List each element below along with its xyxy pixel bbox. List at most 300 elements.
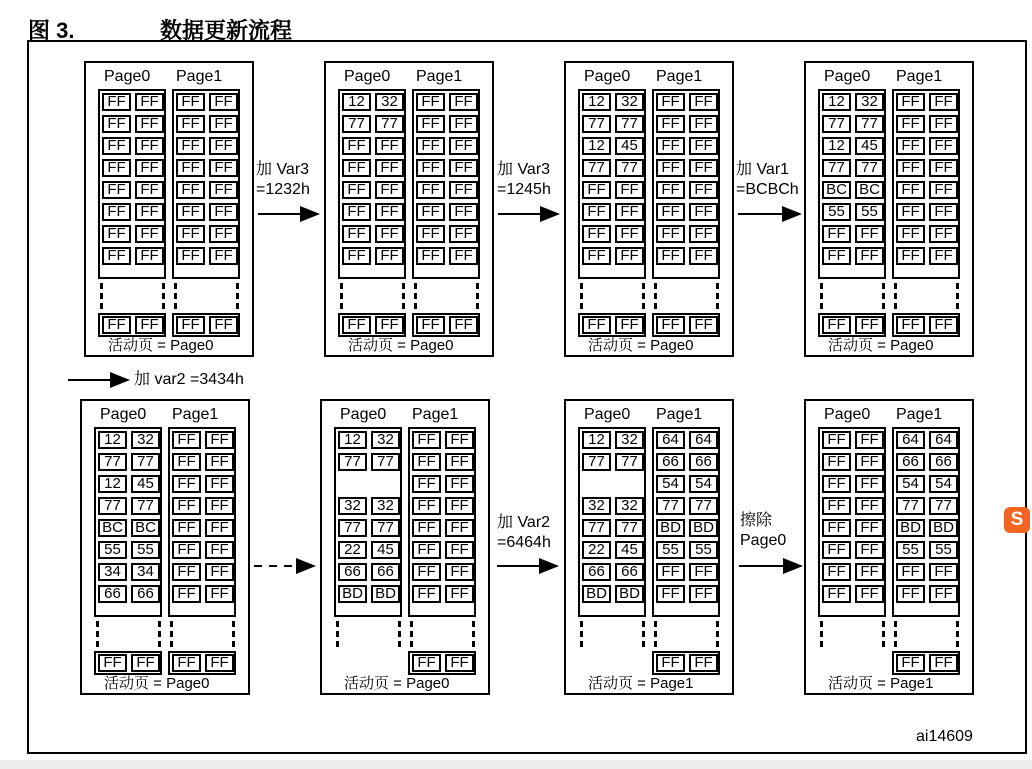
page0-row-1-b: 32 <box>855 93 884 111</box>
figure-label: 图 3. <box>28 18 75 43</box>
page0-row-8-a: FF <box>102 247 131 265</box>
figure-id: ai14609 <box>916 728 973 745</box>
page1-row-1-b: 64 <box>689 431 718 449</box>
page1-row-1-b: FF <box>929 93 958 111</box>
page0-header: Page0 <box>584 68 631 85</box>
page1-row-7-a: FF <box>412 563 441 581</box>
page1-row-8-b: FF <box>449 247 478 265</box>
page0-row-3-a: 12 <box>582 137 611 155</box>
page0-row-8-b: FF <box>855 247 884 265</box>
page1-row-4-b: FF <box>205 497 234 515</box>
page1-row-3-b: FF <box>445 475 474 493</box>
page0-row-3-b: 45 <box>131 475 160 493</box>
page1-row-3-b: FF <box>689 137 718 155</box>
page0-row-3-a: 12 <box>822 137 851 155</box>
op5-label <box>497 513 551 553</box>
page0-row-2-a: 77 <box>98 453 127 471</box>
page0-row-3-b: 45 <box>615 541 644 559</box>
page0-row-5-a: FF <box>822 519 851 537</box>
page1-row-5-a: BD <box>656 519 685 537</box>
page0-row-7-a: FF <box>582 225 611 243</box>
page1-row-8-b: FF <box>689 247 718 265</box>
page1-header: Page1 <box>896 406 943 423</box>
op4-line1: 加 var2 =3434h <box>134 371 244 388</box>
active-page-label: 活动页 = Page0 <box>108 337 214 354</box>
page0-row-2-b: 77 <box>855 115 884 133</box>
page1-header: Page1 <box>176 68 223 85</box>
page1-row-5-a: FF <box>412 519 441 537</box>
active-page-label: 活动页 = Page0 <box>348 337 454 354</box>
page0-row-2-a: 77 <box>582 115 611 133</box>
page1-last-a: FF <box>896 316 925 334</box>
page0-top-row-2-b: 77 <box>371 453 400 471</box>
page1-row-4-b: FF <box>929 159 958 177</box>
op6-line1: 擦除 <box>740 512 773 529</box>
page0-row-8-b: 66 <box>131 585 160 603</box>
page1-row-1-b: FF <box>205 431 234 449</box>
page1-row-4-a: FF <box>412 497 441 515</box>
page1-row-1-b: 64 <box>929 431 958 449</box>
page0-row-6-a: 55 <box>98 541 127 559</box>
page1-row-1-a: FF <box>656 93 685 111</box>
page1-last-a: FF <box>656 316 685 334</box>
page0-row-4-a: FF <box>822 497 851 515</box>
page0-row-7-b: FF <box>375 225 404 243</box>
page1-row-2-a: FF <box>656 115 685 133</box>
page1-last-a: FF <box>896 654 925 672</box>
page1-row-6-a: 55 <box>896 541 925 559</box>
page0-row-8-b: FF <box>135 247 164 265</box>
op1-line2: =1232h <box>256 181 310 198</box>
page0-row-2-a: FF <box>822 453 851 471</box>
page0-row-3-a: 22 <box>582 541 611 559</box>
page1-row-4-a: FF <box>416 159 445 177</box>
page1-row-8-b: FF <box>689 585 718 603</box>
active-page-label: 活动页 = Page0 <box>344 675 450 692</box>
page0-row-7-a: FF <box>102 225 131 243</box>
page1-row-2-a: FF <box>412 453 441 471</box>
page0-row-5-b: BD <box>615 585 644 603</box>
page1-row-7-a: FF <box>896 225 925 243</box>
page0-row-6-a: FF <box>822 541 851 559</box>
page0-row-4-a: FF <box>342 159 371 177</box>
page1-row-4-b: FF <box>689 159 718 177</box>
page1-row-1-a: 64 <box>896 431 925 449</box>
op3-line2: =BCBCh <box>736 181 799 198</box>
page0-row-5-b: BC <box>131 519 160 537</box>
page0-row-2-b: 77 <box>375 115 404 133</box>
active-page-label: 活动页 = Page0 <box>104 675 210 692</box>
page1-row-6-b: 55 <box>929 541 958 559</box>
page0-row-8-b: FF <box>375 247 404 265</box>
page1-row-6-a: FF <box>172 541 201 559</box>
page1-row-3-a: FF <box>172 475 201 493</box>
page0-top-row-1-b: 32 <box>371 431 400 449</box>
page0-last-b: FF <box>375 316 404 334</box>
page0-row-5-a: BC <box>822 181 851 199</box>
page1-row-5-b: FF <box>449 181 478 199</box>
page0-last-a: FF <box>102 316 131 334</box>
page0-row-1-b: 32 <box>131 431 160 449</box>
page0-row-3-b: 45 <box>615 137 644 155</box>
page0-row-1-b: 32 <box>371 497 400 515</box>
page0-top-row-2-b: 77 <box>615 453 644 471</box>
page0-row-4-b: 66 <box>371 563 400 581</box>
page0-last-b: FF <box>131 654 160 672</box>
page1-row-1-a: FF <box>176 93 205 111</box>
page0-row-2-b: 77 <box>371 519 400 537</box>
page0-row-5-a: BD <box>582 585 611 603</box>
page0-row-6-a: FF <box>582 203 611 221</box>
page1-row-6-b: FF <box>449 203 478 221</box>
page1-row-3-b: FF <box>449 137 478 155</box>
page0-row-7-a: FF <box>822 225 851 243</box>
page0-top-row-2-a: 77 <box>338 453 367 471</box>
page1-row-7-a: FF <box>176 225 205 243</box>
page1-row-7-b: FF <box>449 225 478 243</box>
page0-row-3-b: FF <box>375 137 404 155</box>
page0-row-1-b: FF <box>135 93 164 111</box>
page0-row-7-a: FF <box>342 225 371 243</box>
page0-top-row-2-a: 77 <box>582 453 611 471</box>
page0-row-6-b: FF <box>615 203 644 221</box>
page0-row-7-a: 34 <box>98 563 127 581</box>
page1-row-5-b: FF <box>209 181 238 199</box>
page1-row-6-a: FF <box>656 203 685 221</box>
page0-row-4-b: 66 <box>615 563 644 581</box>
page1-row-7-a: FF <box>656 563 685 581</box>
page0-row-4-b: 77 <box>131 497 160 515</box>
page1-row-3-b: FF <box>929 137 958 155</box>
page1-header: Page1 <box>656 68 703 85</box>
op3-line1: 加 Var1 <box>736 161 790 178</box>
page0-row-4-b: 77 <box>615 159 644 177</box>
page0-row-2-a: 77 <box>338 519 367 537</box>
page0-row-4-a: FF <box>102 159 131 177</box>
sogou-icon[interactable]: S <box>1004 507 1030 533</box>
page1-row-7-a: FF <box>172 563 201 581</box>
page0-row-2-b: FF <box>135 115 164 133</box>
op1-label <box>256 160 310 200</box>
op2-label <box>497 160 551 200</box>
page1-row-8-b: FF <box>445 585 474 603</box>
page1-row-2-b: FF <box>449 115 478 133</box>
page1-row-6-a: FF <box>416 203 445 221</box>
op5-line2: =6464h <box>497 534 551 551</box>
op6-label <box>740 511 786 551</box>
page0-row-8-b: FF <box>855 585 884 603</box>
page1-last-b: FF <box>929 654 958 672</box>
page0-row-6-a: FF <box>102 203 131 221</box>
page1-row-3-b: FF <box>209 137 238 155</box>
page0-row-6-b: FF <box>855 541 884 559</box>
page1-row-6-b: FF <box>689 203 718 221</box>
op2-line2: =1245h <box>497 181 551 198</box>
page0-row-4-a: 77 <box>98 497 127 515</box>
page0-row-7-b: FF <box>855 563 884 581</box>
page1-header: Page1 <box>412 406 459 423</box>
page0-row-5-a: BD <box>338 585 367 603</box>
page1-row-3-a: 54 <box>896 475 925 493</box>
page0-header: Page0 <box>584 406 631 423</box>
page1-row-8-b: FF <box>205 585 234 603</box>
page1-row-1-b: FF <box>209 93 238 111</box>
page0-row-5-b: FF <box>375 181 404 199</box>
page0-row-5-a: BC <box>98 519 127 537</box>
page1-last-b: FF <box>689 316 718 334</box>
op5-line1: 加 Var2 <box>497 514 551 531</box>
page0-row-8-b: FF <box>615 247 644 265</box>
page1-row-7-a: FF <box>896 563 925 581</box>
page0-row-6-b: 55 <box>131 541 160 559</box>
page1-row-8-b: FF <box>209 247 238 265</box>
page0-row-7-b: FF <box>615 225 644 243</box>
active-page-label: 活动页 = Page0 <box>828 337 934 354</box>
page1-row-6-a: FF <box>896 203 925 221</box>
page1-row-2-a: FF <box>176 115 205 133</box>
page0-row-2-b: 77 <box>615 519 644 537</box>
page1-row-5-b: BD <box>929 519 958 537</box>
page0-row-4-a: 77 <box>822 159 851 177</box>
page1-header: Page1 <box>896 68 943 85</box>
page0-last-a: FF <box>342 316 371 334</box>
page0-row-4-b: FF <box>855 497 884 515</box>
page1-row-6-b: FF <box>209 203 238 221</box>
page1-last-a: FF <box>656 654 685 672</box>
page1-row-7-b: FF <box>689 563 718 581</box>
page1-row-2-b: 66 <box>929 453 958 471</box>
page1-row-4-b: FF <box>445 497 474 515</box>
page0-row-8-a: FF <box>822 585 851 603</box>
page1-row-7-b: FF <box>929 563 958 581</box>
page1-header: Page1 <box>416 68 463 85</box>
page1-row-2-a: 66 <box>896 453 925 471</box>
page1-row-5-b: FF <box>929 181 958 199</box>
page1-row-6-b: FF <box>445 541 474 559</box>
bottom-scrollbar[interactable] <box>0 760 1032 769</box>
page0-row-4-b: 77 <box>855 159 884 177</box>
page0-last-b: FF <box>615 316 644 334</box>
page1-row-5-a: FF <box>416 181 445 199</box>
page0-row-1-b: 32 <box>615 497 644 515</box>
page0-row-3-a: FF <box>102 137 131 155</box>
page0-row-1-a: 12 <box>582 93 611 111</box>
page0-last-a: FF <box>582 316 611 334</box>
page0-row-3-b: 45 <box>371 541 400 559</box>
page0-top-row-1-a: 12 <box>338 431 367 449</box>
page1-row-6-b: FF <box>205 541 234 559</box>
page0-last-b: FF <box>855 316 884 334</box>
page1-row-5-a: FF <box>172 519 201 537</box>
page1-row-3-a: FF <box>416 137 445 155</box>
page0-last-a: FF <box>822 316 851 334</box>
page1-row-5-b: FF <box>205 519 234 537</box>
page1-row-4-b: 77 <box>689 497 718 515</box>
page0-row-3-b: FF <box>855 475 884 493</box>
page0-header: Page0 <box>824 68 871 85</box>
page1-row-8-a: FF <box>896 247 925 265</box>
page1-row-2-b: FF <box>205 453 234 471</box>
page1-last-a: FF <box>412 654 441 672</box>
page0-row-1-a: 12 <box>342 93 371 111</box>
page1-row-3-a: FF <box>656 137 685 155</box>
page0-row-8-a: FF <box>342 247 371 265</box>
page0-row-6-b: FF <box>375 203 404 221</box>
page0-row-2-a: FF <box>102 115 131 133</box>
page0-row-5-b: FF <box>615 181 644 199</box>
page0-row-8-a: FF <box>582 247 611 265</box>
page0-row-8-a: 66 <box>98 585 127 603</box>
page0-row-2-b: 77 <box>131 453 160 471</box>
page0-row-2-a: 77 <box>342 115 371 133</box>
page1-last-b: FF <box>445 654 474 672</box>
page0-row-6-b: 55 <box>855 203 884 221</box>
page1-row-1-a: FF <box>896 93 925 111</box>
page1-last-b: FF <box>689 654 718 672</box>
page1-row-2-b: FF <box>445 453 474 471</box>
page0-row-4-a: 77 <box>582 159 611 177</box>
figure-title: 数据更新流程 <box>160 19 293 44</box>
page0-row-4-b: FF <box>135 159 164 177</box>
page0-top-row-1-a: 12 <box>582 431 611 449</box>
page1-header: Page1 <box>172 406 219 423</box>
page0-row-4-b: FF <box>375 159 404 177</box>
page1-row-4-b: FF <box>449 159 478 177</box>
page1-last-b: FF <box>449 316 478 334</box>
page0-row-1-a: 32 <box>338 497 367 515</box>
page1-row-4-a: FF <box>176 159 205 177</box>
page1-row-7-b: FF <box>209 225 238 243</box>
page0-row-6-b: FF <box>135 203 164 221</box>
page0-header: Page0 <box>340 406 387 423</box>
page0-row-4-a: 66 <box>338 563 367 581</box>
page1-row-2-a: FF <box>172 453 201 471</box>
page1-row-1-a: FF <box>172 431 201 449</box>
page1-row-7-b: FF <box>205 563 234 581</box>
page1-row-5-a: FF <box>656 181 685 199</box>
page1-row-3-a: FF <box>412 475 441 493</box>
page1-row-1-a: 64 <box>656 431 685 449</box>
op1-line1: 加 Var3 <box>256 161 310 178</box>
active-page-label: 活动页 = Page1 <box>588 675 694 692</box>
page0-header: Page0 <box>104 68 151 85</box>
page1-row-1-a: FF <box>412 431 441 449</box>
page0-row-7-b: FF <box>135 225 164 243</box>
page1-row-6-b: 55 <box>689 541 718 559</box>
page1-row-8-b: FF <box>929 247 958 265</box>
page0-last-a: FF <box>98 654 127 672</box>
page1-last-a: FF <box>416 316 445 334</box>
page1-header: Page1 <box>656 406 703 423</box>
page0-row-3-b: FF <box>135 137 164 155</box>
page1-row-4-b: 77 <box>929 497 958 515</box>
page1-row-5-b: FF <box>689 181 718 199</box>
page1-row-5-a: BD <box>896 519 925 537</box>
page1-row-7-b: FF <box>445 563 474 581</box>
page0-row-3-a: FF <box>822 475 851 493</box>
page1-row-4-a: FF <box>656 159 685 177</box>
page1-last-b: FF <box>929 316 958 334</box>
page1-row-6-a: FF <box>176 203 205 221</box>
page0-row-1-a: FF <box>822 431 851 449</box>
page1-row-3-b: 54 <box>689 475 718 493</box>
page1-row-2-b: FF <box>929 115 958 133</box>
page1-last-a: FF <box>176 316 205 334</box>
page0-row-2-a: 77 <box>582 519 611 537</box>
page1-row-4-a: 77 <box>656 497 685 515</box>
page1-row-5-a: FF <box>176 181 205 199</box>
page1-row-1-b: FF <box>445 431 474 449</box>
page1-row-6-a: 55 <box>656 541 685 559</box>
page1-row-3-a: FF <box>176 137 205 155</box>
page1-row-3-a: 54 <box>656 475 685 493</box>
page1-row-5-b: BD <box>689 519 718 537</box>
page0-row-4-a: 66 <box>582 563 611 581</box>
page1-row-2-b: FF <box>209 115 238 133</box>
page1-row-3-a: FF <box>896 137 925 155</box>
page0-row-3-a: 22 <box>338 541 367 559</box>
page1-row-1-b: FF <box>689 93 718 111</box>
page0-row-1-b: 32 <box>615 93 644 111</box>
page0-row-1-a: 12 <box>98 431 127 449</box>
page1-last-b: FF <box>209 316 238 334</box>
page0-header: Page0 <box>100 406 147 423</box>
page1-row-8-a: FF <box>176 247 205 265</box>
page0-row-5-b: BD <box>371 585 400 603</box>
page0-row-1-a: 12 <box>822 93 851 111</box>
page1-row-8-b: FF <box>929 585 958 603</box>
page1-row-8-a: FF <box>896 585 925 603</box>
page1-row-2-a: FF <box>896 115 925 133</box>
page1-row-4-a: FF <box>896 159 925 177</box>
op2-line1: 加 Var3 <box>497 161 551 178</box>
page1-row-2-a: FF <box>416 115 445 133</box>
page0-row-5-a: FF <box>102 181 131 199</box>
page0-top-row-1-b: 32 <box>615 431 644 449</box>
page1-last-b: FF <box>205 654 234 672</box>
page0-row-6-a: 55 <box>822 203 851 221</box>
page0-row-1-a: FF <box>102 93 131 111</box>
page0-row-5-b: BC <box>855 181 884 199</box>
page1-row-7-a: FF <box>656 225 685 243</box>
page0-row-7-b: 34 <box>131 563 160 581</box>
op6-line2: Page0 <box>740 532 787 549</box>
page1-row-1-b: FF <box>449 93 478 111</box>
page0-header: Page0 <box>344 68 391 85</box>
page1-row-8-a: FF <box>656 247 685 265</box>
page1-row-5-a: FF <box>896 181 925 199</box>
page0-row-5-b: FF <box>855 519 884 537</box>
page1-row-2-b: 66 <box>689 453 718 471</box>
page0-row-3-a: FF <box>342 137 371 155</box>
page1-row-7-a: FF <box>416 225 445 243</box>
page1-row-2-b: FF <box>689 115 718 133</box>
page0-row-5-a: FF <box>342 181 371 199</box>
page0-row-5-b: FF <box>135 181 164 199</box>
page0-row-8-a: FF <box>822 247 851 265</box>
page0-row-1-b: FF <box>855 431 884 449</box>
page0-row-1-b: 32 <box>375 93 404 111</box>
page0-row-1-a: 32 <box>582 497 611 515</box>
page0-row-7-b: FF <box>855 225 884 243</box>
page1-row-1-a: FF <box>416 93 445 111</box>
page0-row-7-a: FF <box>822 563 851 581</box>
page0-row-2-b: 77 <box>615 115 644 133</box>
page0-row-3-b: 45 <box>855 137 884 155</box>
page0-last-b: FF <box>135 316 164 334</box>
page0-row-3-a: 12 <box>98 475 127 493</box>
page0-row-6-a: FF <box>342 203 371 221</box>
